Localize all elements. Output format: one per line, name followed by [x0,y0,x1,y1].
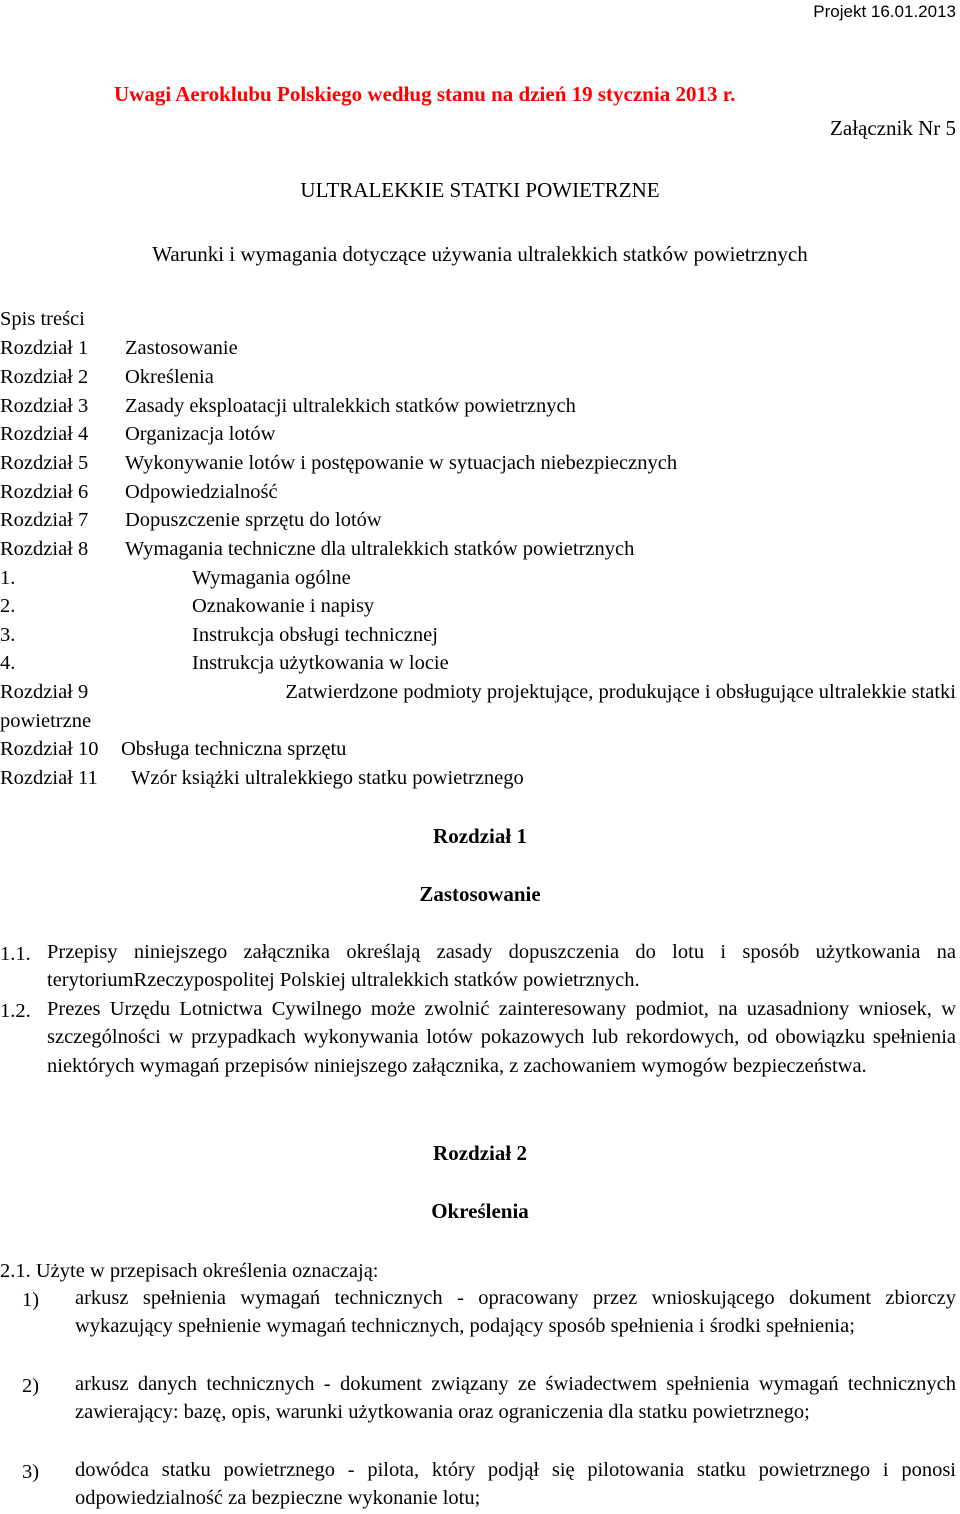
toc-subitem-number: 3. [0,624,16,646]
toc-item-label: Rozdział 10 [0,738,99,760]
toc-subitem-text: Instrukcja użytkowania w locie [192,652,449,674]
toc-item-label: Rozdział 2 [0,366,89,388]
toc-item-text: Określenia [125,366,214,388]
toc-item-text: Odpowiedzialność [125,481,278,503]
definition-text-body: arkusz danych technicznych - dokument związany ze świadectwem spełnienia wymagań technicznych zawierający: bazę, opis, warunki użytkowania oraz ograniczenia dla statku powietrznego; [75,1373,956,1424]
toc-item-label: Rozdział 7 [0,509,89,531]
toc-item-text: Zastosowanie [125,337,238,359]
toc-item-text: Dopuszczenie sprzętu do lotów [125,509,382,531]
toc-subitem-text: Wymagania ogólne [192,567,351,589]
toc-subitem [0,625,438,646]
toc-item-text: Wykonywanie lotów i postępowanie w sytuacjach niebezpiecznych [125,452,678,474]
definition-text [75,1456,956,1513]
toc-item-text: Obsługa techniczna sprzętu [121,738,347,760]
paragraph-text: Prezes Urzędu Lotnictwa Cywilnego może zwolnić zainteresowany podmiot, na uzasadniony wniosek, w szczególności w przypadkach wykonywania lotów pokazowych lub rekordowych, od obowiązku spełnienia niektórych wymagań przepisów niniejszego załącznika, z zachowaniem wymogów bezpieczeństwa. [47,998,956,1077]
toc-item-label: Rozdział 11 [0,767,98,789]
toc-item-label: Rozdział 3 [0,395,89,417]
toc-item [0,768,524,789]
definition-number: 3) [22,1461,40,1483]
toc-subitem [0,596,374,617]
toc-item-label: Rozdział 4 [0,423,89,445]
toc-item-label: Rozdział 5 [0,452,89,474]
toc-item-text: Wzór książki ultralekkiego statku powietrznego [131,767,524,789]
chapter-heading: Rozdział 2 [433,1141,527,1165]
paragraph-number: 1.2. [0,1000,31,1022]
toc-item [0,510,382,531]
toc-item [0,482,278,503]
toc-subitem-number: 1. [0,567,16,589]
toc-item [0,338,238,359]
chapter-name: Zastosowanie [419,882,541,906]
definition-text [75,1370,956,1427]
paragraph-text: Przepisy niniejszego załącznika określają zasady dopuszczenia do lotu i sposób użytkowania na terytoriumRzeczypospolitej Polskiej ultralekkich statków powietrznych. [47,941,956,992]
toc-item [0,682,956,703]
paragraph-number: 1.1. [0,943,31,965]
toc-item-text: Zatwierdzone podmioty projektujące, produkujące i obsługujące ultralekkie statki [285,681,956,703]
toc-item-label: Rozdział 9 [0,681,89,703]
document-title: ULTRALEKKIE STATKI POWIETRZNE [300,178,660,202]
toc-subitem [0,568,351,589]
toc-subitem-number: 4. [0,652,16,674]
toc-item [0,424,275,445]
toc-item [0,453,677,474]
toc-subitem-number: 2. [0,595,16,617]
toc-item [0,739,346,760]
definition-text-body: arkusz spełnienia wymagań technicznych - opracowany przez wnioskującego dokument zbiorczy wykazujący spełnienie wymagań technicznych, podający sposób spełnienia i środki spełnienia; [75,1287,956,1338]
definitions-intro: 2.1. Użyte w przepisach określenia oznaczają: [0,1260,379,1282]
toc-item-label: Rozdział 6 [0,481,89,503]
annex-label: Załącznik Nr 5 [830,116,956,140]
toc-item-text: Wymagania techniczne dla ultralekkich statków powietrznych [125,538,635,560]
toc-item [0,396,576,417]
toc-item-text: Organizacja lotów [125,423,276,445]
toc-item [0,367,214,388]
toc-item-continuation: powietrzne [0,710,92,732]
chapter-name: Określenia [431,1199,529,1223]
toc-item-label: Rozdział 8 [0,538,89,560]
toc-subitem-text: Oznakowanie i napisy [192,595,375,617]
toc-item [0,539,634,560]
toc-subitem-text: Instrukcja obsługi technicznej [192,624,438,646]
chapter-heading: Rozdział 1 [433,824,527,848]
definition-number: 1) [22,1289,40,1311]
toc-subitem [0,653,449,674]
document-subtitle: Warunki i wymagania dotyczące używania ultralekkich statków powietrznych [152,242,808,266]
definition-number: 2) [22,1375,40,1397]
definition-text [75,1284,956,1341]
project-label: Projekt 16.01.2013 [813,2,956,21]
toc-item-text: Zasady eksploatacji ultralekkich statków powietrznych [125,395,576,417]
remarks-line: Uwagi Aeroklubu Polskiego według stanu na dzień 19 stycznia 2013 r. [114,82,736,106]
toc-heading: Spis treści [0,308,85,330]
definition-text-body: dowódca statku powietrznego - pilota, który podjął się pilotowania statku powietrznego i ponosi odpowiedzialność za bezpieczne wykonanie lotu; [75,1459,956,1510]
toc-item-label: Rozdział 1 [0,337,89,359]
